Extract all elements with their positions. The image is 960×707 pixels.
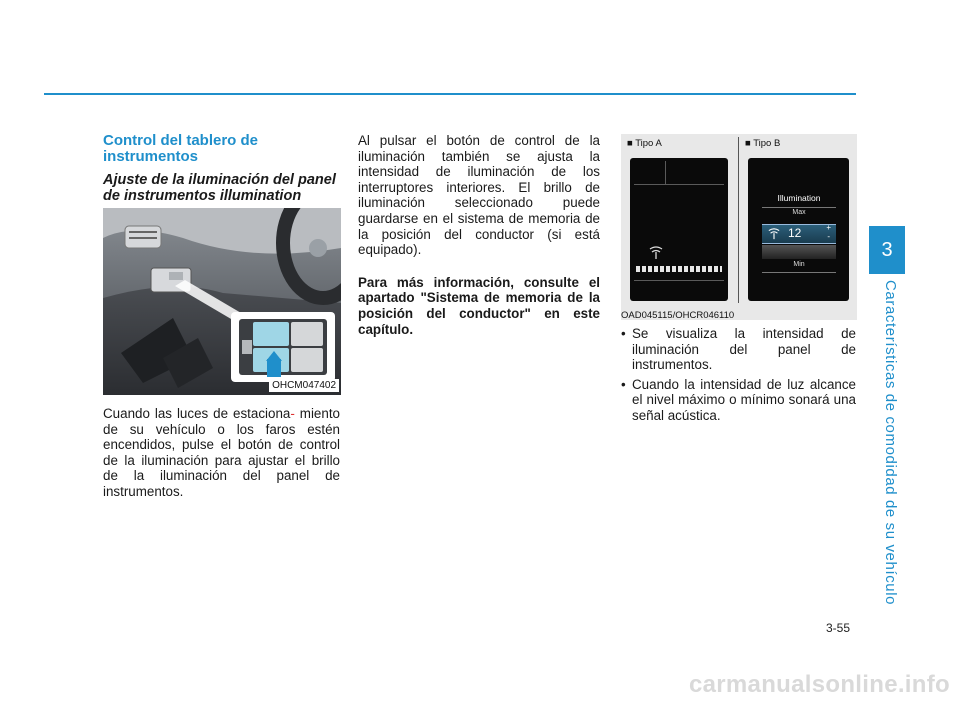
photo-code: OHCM047402 (269, 379, 339, 392)
column-middle (358, 133, 600, 354)
screen-title: Illumination (777, 193, 821, 203)
minus-sign: - (827, 232, 830, 241)
display-line (634, 280, 724, 281)
bullet-item: • Cuando la intensidad de luz alcance el nivel máximo o mínimo sonará una señal acústica. (620, 377, 856, 424)
min-label: Min (793, 261, 805, 268)
display-line (634, 184, 724, 185)
display-line (762, 272, 836, 273)
figure-divider (738, 137, 739, 303)
max-label: Max (792, 209, 806, 216)
dashboard-illustration (103, 208, 341, 395)
illumination-value: 12 (788, 226, 802, 240)
dashboard-photo (103, 208, 341, 395)
brightness-icon (767, 228, 781, 240)
section-heading: Control del tablero de instrumentos (103, 132, 259, 165)
value-row-shadow (762, 245, 836, 259)
brightness-level-bar (636, 266, 722, 272)
type-a-display (630, 158, 728, 301)
chapter-tab (869, 226, 905, 274)
chapter-number: 3 (881, 238, 893, 261)
type-b-label: ■ Tipo B (745, 138, 781, 149)
figure-code: OAD045115/OHCR046110 (621, 310, 735, 321)
value-row (762, 224, 836, 244)
intro-paragraph-part1: Cuando las luces de estaciona (103, 406, 291, 421)
intro-paragraph (103, 406, 340, 500)
middle-paragraph: Al pulsar el botón de control de la iluminación también se ajusta la intensidad de iluminación de los interruptores interiores. El brillo de iluminación seleccionado puede guardarse en el sistema de memoria de la posición del conductor (si está equipado). (358, 133, 600, 258)
bullet-item: • Se visualiza la intensidad de iluminación del panel de instrumentos. (620, 326, 856, 373)
info-bullets (620, 326, 856, 428)
hyphen-mark: - (290, 406, 295, 421)
intro-paragraph-block (103, 406, 340, 500)
page-number: 3-55 (826, 621, 851, 635)
illumination-figure (621, 134, 857, 320)
brightness-icon (648, 246, 664, 260)
display-line (665, 161, 666, 184)
type-b-display (748, 158, 849, 301)
header-rule (44, 93, 856, 95)
type-a-label: ■ Tipo A (627, 138, 662, 149)
subsection-heading: Ajuste de la iluminación del panel de instrumentos illumination (103, 172, 336, 204)
reference-note: Para más información, consulte el apartado "Sistema de memoria de la posición del conductor" en este capítulo. (358, 274, 600, 337)
display-line (762, 207, 836, 208)
watermark: carmanualsonline.info (688, 671, 950, 698)
column-left (103, 133, 340, 204)
plus-sign: + (826, 223, 831, 232)
chapter-title: Características de comodidad de su vehículo (882, 280, 899, 606)
intro-paragraph-part2: miento de su vehículo o los faros estén encendidos, pulse el botón de control de la iluminación para ajustar el brillo de la iluminación del panel de instrumentos. (103, 406, 340, 499)
